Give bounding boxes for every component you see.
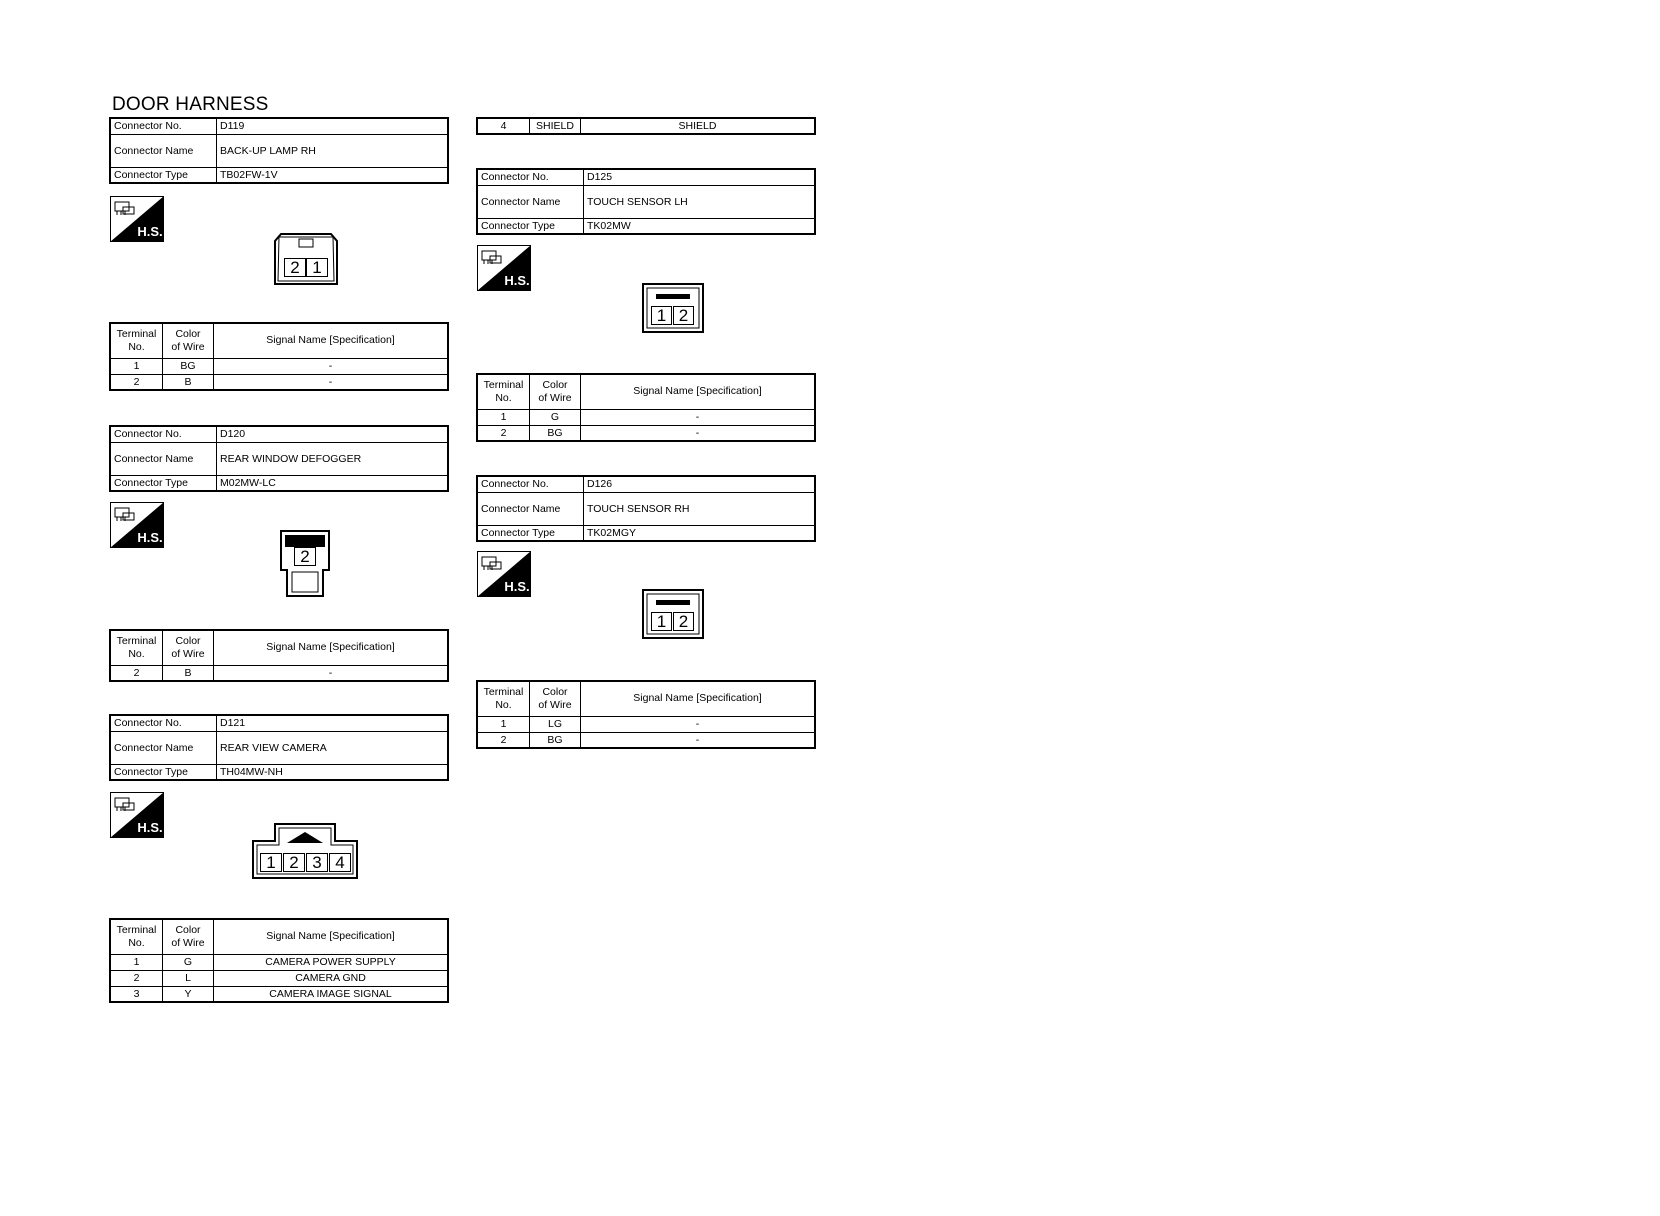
pin-label: 3 [306, 853, 328, 872]
terminal-table-d121 [109, 918, 449, 1003]
connector-name: REAR VIEW CAMERA [217, 731, 449, 764]
pin-label: 1 [306, 258, 328, 277]
table-row: 2 BG - [477, 425, 815, 441]
connector-no: D120 [217, 426, 449, 442]
connector-no: D119 [217, 118, 449, 134]
pin-label: 2 [283, 853, 305, 872]
label-connector-type: Connector Type [110, 764, 217, 780]
table-row: 2 B - [110, 665, 448, 681]
pin-label: 4 [329, 853, 351, 872]
table-row: 3 Y CAMERA IMAGE SIGNAL [110, 986, 448, 1002]
connector-name: TOUCH SENSOR LH [584, 185, 816, 218]
terminal-table-d120 [109, 629, 449, 682]
label-connector-name: Connector Name [477, 185, 584, 218]
header-signal-name: Signal Name [Specification] [214, 323, 449, 358]
connector-type: TK02MGY [584, 525, 816, 541]
connector-type: TK02MW [584, 218, 816, 234]
pin-label: 1 [651, 306, 672, 325]
harness-side-icon [477, 551, 531, 597]
header-color-of-wire: Color of Wire [163, 919, 214, 954]
header-color-of-wire: Color of Wire [163, 323, 214, 358]
connector-name: TOUCH SENSOR RH [584, 492, 816, 525]
table-row: 1 G CAMERA POWER SUPPLY [110, 954, 448, 970]
header-terminal-no: Terminal No. [477, 374, 530, 409]
header-terminal-no: Terminal No. [110, 323, 163, 358]
label-connector-type: Connector Type [110, 475, 217, 491]
header-terminal-no: Terminal No. [110, 919, 163, 954]
connector-info-d126 [476, 475, 816, 542]
page-title: DOOR HARNESS [112, 94, 269, 115]
table-row: 1 BG - [110, 358, 448, 374]
connector-face-d121 [252, 823, 358, 884]
label-connector-no: Connector No. [110, 426, 217, 442]
label-connector-type: Connector Type [110, 167, 217, 183]
connector-info-d119 [109, 117, 449, 184]
terminal-table-d125 [476, 373, 816, 442]
connector-no: D126 [584, 476, 816, 492]
connector-face-d120 [280, 530, 330, 602]
connector-face-d119 [274, 233, 338, 290]
pin-label: 2 [294, 547, 316, 566]
pin-label: 2 [673, 612, 694, 631]
hs-badge-label: H.S. [137, 820, 163, 835]
connector-info-d121 [109, 714, 449, 781]
header-signal-name: Signal Name [Specification] [214, 630, 449, 665]
terminal-table-d119 [109, 322, 449, 391]
pin-label: 1 [260, 853, 282, 872]
connector-type: M02MW-LC [217, 475, 449, 491]
label-connector-no: Connector No. [477, 169, 584, 185]
header-signal-name: Signal Name [Specification] [581, 374, 816, 409]
table-row: 1 LG - [477, 716, 815, 732]
table-row: 4 SHIELD SHIELD [477, 118, 815, 134]
connector-info-d120 [109, 425, 449, 492]
harness-side-icon [477, 245, 531, 291]
pin-label: 2 [673, 306, 694, 325]
hs-badge-label: H.S. [137, 224, 163, 239]
label-connector-type: Connector Type [477, 218, 584, 234]
connector-no: D125 [584, 169, 816, 185]
connector-no: D121 [217, 715, 449, 731]
hs-badge-label: H.S. [504, 579, 530, 594]
table-row: 1 G - [477, 409, 815, 425]
header-signal-name: Signal Name [Specification] [581, 681, 816, 716]
label-connector-name: Connector Name [110, 731, 217, 764]
hs-badge-label: H.S. [504, 273, 530, 288]
connector-name: REAR WINDOW DEFOGGER [217, 442, 449, 475]
header-terminal-no: Terminal No. [477, 681, 530, 716]
header-color-of-wire: Color of Wire [530, 374, 581, 409]
harness-side-icon [110, 196, 164, 242]
connector-name: BACK-UP LAMP RH [217, 134, 449, 167]
table-row: 2 BG - [477, 732, 815, 748]
table-row: 2 B - [110, 374, 448, 390]
label-connector-no: Connector No. [110, 118, 217, 134]
harness-side-icon [110, 792, 164, 838]
hs-badge-label: H.S. [137, 530, 163, 545]
connector-type: TB02FW-1V [217, 167, 449, 183]
connector-info-d125 [476, 168, 816, 235]
connector-face-d125 [642, 283, 704, 338]
label-connector-name: Connector Name [110, 442, 217, 475]
harness-side-icon [110, 502, 164, 548]
header-color-of-wire: Color of Wire [163, 630, 214, 665]
label-connector-no: Connector No. [477, 476, 584, 492]
table-row: 2 L CAMERA GND [110, 970, 448, 986]
header-signal-name: Signal Name [Specification] [214, 919, 449, 954]
label-connector-name: Connector Name [110, 134, 217, 167]
label-connector-type: Connector Type [477, 525, 584, 541]
connector-face-d126 [642, 589, 704, 644]
pin-label: 2 [284, 258, 306, 277]
header-color-of-wire: Color of Wire [530, 681, 581, 716]
pin-label: 1 [651, 612, 672, 631]
label-connector-name: Connector Name [477, 492, 584, 525]
terminal-table-d126 [476, 680, 816, 749]
label-connector-no: Connector No. [110, 715, 217, 731]
header-terminal-no: Terminal No. [110, 630, 163, 665]
terminal-table-d121-continued [476, 117, 816, 135]
connector-type: TH04MW-NH [217, 764, 449, 780]
